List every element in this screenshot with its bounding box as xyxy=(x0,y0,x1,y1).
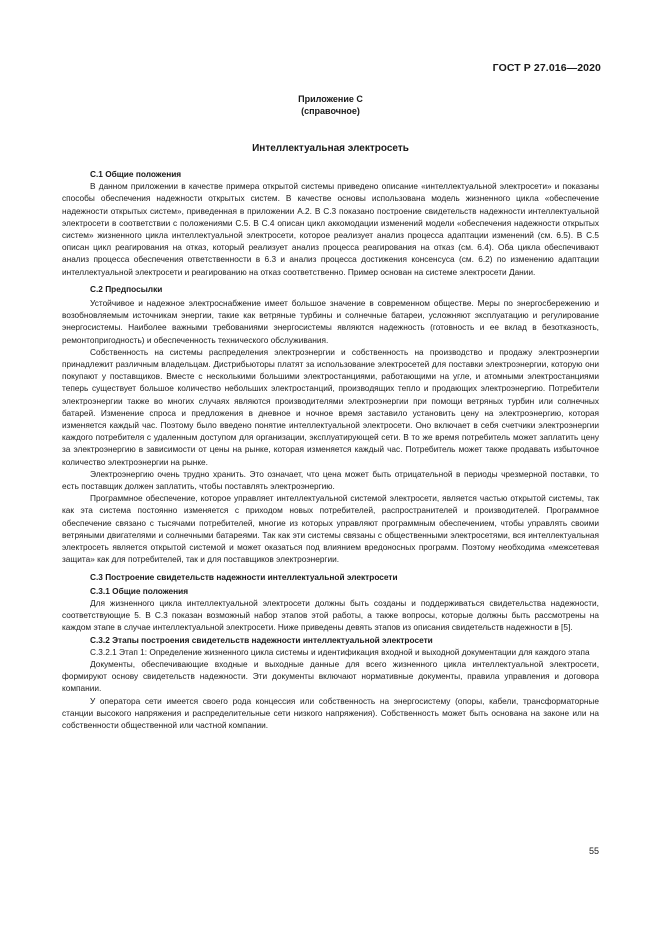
section-heading-c1: С.1 Общие положения xyxy=(90,169,182,179)
paragraph: Собственность на системы распределения электроэнергии и собственность на производство и продажу электроэнергии принадлежит различным владельцам. Дистрибьюторы платят за использование электросетей для поставки электроэнергии, которую они покупают у поставщиков. Вместе с несколькими большими электростанциями, работающими на угле, и атомными электростанциями теперь существует большое количество небольших электростанций, производящих тепло и продающих электроэнергию. Потребители электроэнергии также во многих случаях являются производителями электроэнергии при помощи ветряных турбин или солнечных батарей. Изменение спроса и предложения в дневное и ночное время заставило установить цену на электроэнергию, которая изменяется каждый час. Поэтому было введено понятие интеллектуальной электросети. Оно включает в себя счетчики электроэнергии каждого потребителя с удаленным доступом для организации, эксплуатирующей сети. В то же время потребитель может заплатить цену за электроэнергию в зависимости от цены на рынке, которая изменяется каждый час. Потребитель может также продавать избыточное количество электроэнергии на рынке. xyxy=(62,346,599,467)
section-heading-c3: С.3 Построение свидетельств надежности интеллектуальной электросети xyxy=(90,571,398,582)
paragraph: Для жизненного цикла интеллектуальной электросети должны быть созданы и поддерживаться свидетельства надежности, соответствующие 5. В С.3 показан возможный набор этапов этой работы, а также вопросы, которые должны быть рассмотрены на каждом этапе в случае интеллектуальной электросети. Ниже приведены девять этапов из описания свидетельств надежности в [5]. xyxy=(62,597,599,633)
document-title: Интеллектуальная электросеть xyxy=(252,143,409,154)
paragraph: Электроэнергию очень трудно хранить. Это означает, что цена может быть отрицательной в периоды чрезмерной поставки, то есть поставщик должен заплатить, чтобы поставлять электроэнергию. xyxy=(62,468,599,492)
standard-header: ГОСТ Р 27.016—2020 xyxy=(492,62,601,74)
paragraph: Документы, обеспечивающие входные и выходные данные для всего жизненного цикла интеллектуальной электросети, формируют основу свидетельств надежности. Эти документы включают нормативные документы, правила управления и договора компании. xyxy=(62,658,599,694)
document-body xyxy=(62,168,599,731)
page-number: 55 xyxy=(588,846,599,856)
annex-subtitle: (справочное) xyxy=(301,106,360,116)
annex-title: Приложение С xyxy=(298,94,363,104)
paragraph: Программное обеспечение, которое управляет интеллектуальной системой электросети, является частью открытой системы, так как эта система постоянно изменяется с приходом новых потребителей, распространителей и производителей. Программное обеспечение связано с тысячами потребителей, многие из которых управляют программным обеспечением, чтобы управлять своими ветряными двигателями и солнечными батареями. Так как эти системы связаны с общественными электросетями, вся интеллектуальная электросеть является открытой системой и может оказаться под влиянием вредоносных программ. Поэтому необходима «межсетевая защита» как для потребителей, так и для поставщиков электроэнергии. xyxy=(62,493,599,565)
paragraph: С.3.2.1 Этап 1: Определение жизненного цикла системы и идентификация входной и выходной документации для каждого этапа xyxy=(90,646,590,657)
section-heading-c32: С.3.2 Этапы построения свидетельств надежности интеллектуальной электросети xyxy=(90,634,433,645)
section-heading-c31: С.3.1 Общие положения xyxy=(90,585,189,596)
paragraph: У оператора сети имеется своего рода концессия или собственность на энергосистему (опоры, кабели, трансформаторные станции высокого напряжения и распределительные сети низкого напряжения). Собственность может быть основана на законе или на собственности общественной или частной компании. xyxy=(62,695,599,730)
paragraph: Устойчивое и надежное электроснабжение имеет большое значение в современном обществе. Меры по энергосбережению и возобновляемым источникам энергии, такие как ветряные турбины и солнечные батареи, усложняют эксплуатацию и регулирование энергосистемы. Наиболее важными требованиями энергосистемы являются надежность (готовность и ее вклад в безотказность, ремонтопригодность) и обеспеченность технического обслуживания. xyxy=(62,298,599,345)
paragraph: В данном приложении в качестве примера открытой системы приведено описание «интеллектуальной электросети» и показаны способы обеспечения надежности открытых систем. В качестве основы использована модель жизненного цикла «обеспечение надежности открытых систем», приведенная в приложении А.2. В С.3 показано построение свидетельств надежности интеллектуальной электросети в соответствии с положениями С.5. В С.4 описан цикл аккомодации изменений модели «обеспечения надежности открытых систем» жизненного цикла интеллектуальной электросети, которое реализует анализ процесса адаптации изменений (см. 6.5). В С.5 описан цикл реагирования на отказ, который реализует анализ процесса реагирования на отказ (см. 6.4). Оба цикла обеспечивают анализ процесса обеспечения ответственности в 6.3 и анализ процесса достижения консенсуса (см. 6.2) по изменению адаптации интеллектуальной электросети и реагированию на отказ соответственно. Пример основан на системе электросети Дании. xyxy=(62,181,599,277)
section-heading-c2: С.2 Предпосылки xyxy=(90,283,163,294)
